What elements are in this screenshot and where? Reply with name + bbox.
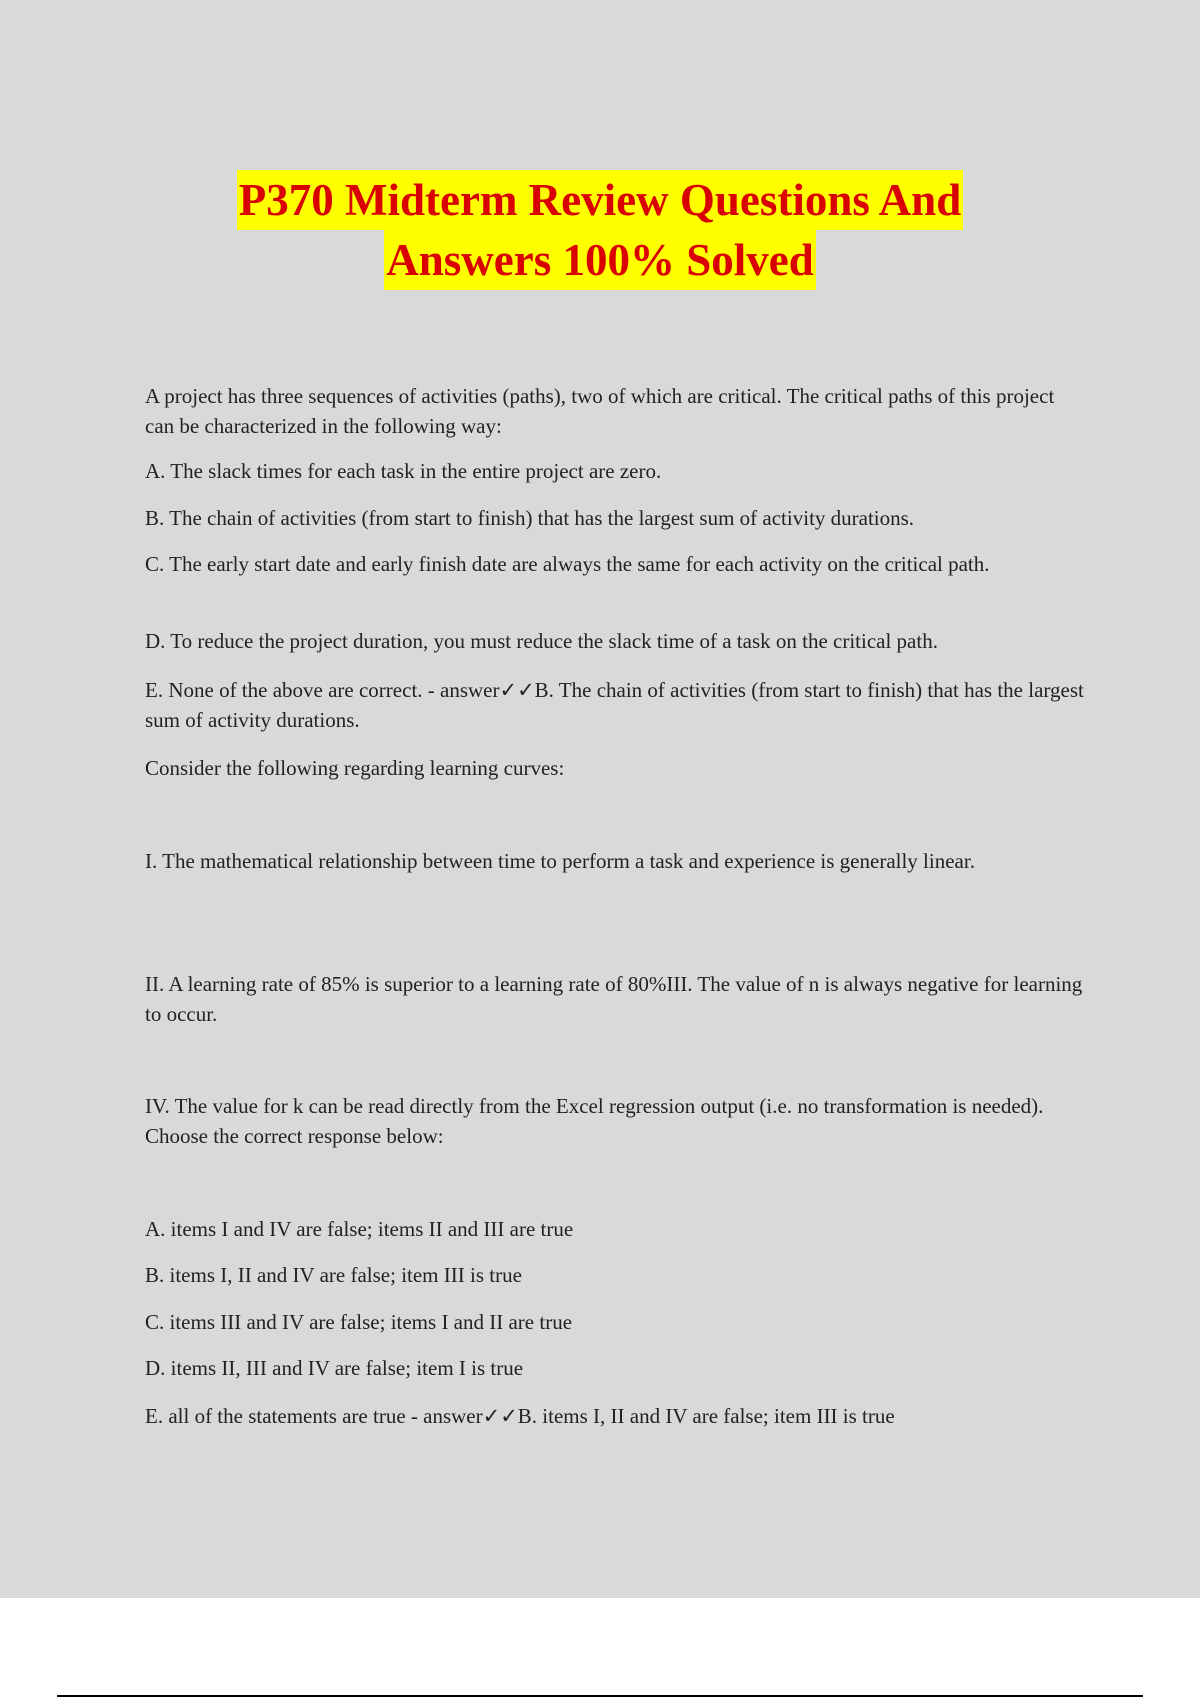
question-2-item-i [145,846,1085,876]
question-2-item-ii-iii [145,969,1085,1029]
question-2-option-e-answer [145,1401,1085,1431]
option-text: D. To reduce the project duration, you must reduce the slack time of a task on the critical path. [145,629,938,653]
question-1-option-a [145,456,1085,486]
question-2-option-c [145,1307,1085,1337]
question-2-option-b [145,1260,1085,1290]
option-text: D. items II, III and IV are false; item I is true [145,1356,524,1380]
question-2-option-a [145,1214,1085,1244]
footer-divider [57,1695,1143,1697]
title-line-1: P370 Midterm Review Questions And [237,170,963,230]
question-1-option-e-answer [145,675,1085,735]
question-2-option-d [145,1353,1085,1383]
statement-text: I. The mathematical relationship between time to perform a task and experience is generally linear. [145,849,975,873]
question-1-option-c [145,549,1085,579]
option-text: B. The chain of activities (from start to finish) that has the largest sum of activity durations. [145,506,915,530]
statement-text: II. A learning rate of 85% is superior to a learning rate of 80%III. The value of n is always negative for learning to occur. [145,972,1083,1026]
question-1-stem [145,381,1085,441]
statement-text: IV. The value for k can be read directly from the Excel regression output (i.e. no transformation is needed). Choose the correct response below: [145,1094,1044,1148]
question-2-intro [145,753,1085,783]
option-text: E. all of the statements are true - answer✓✓B. items I, II and IV are false; item III is true [145,1404,895,1428]
option-text: C. The early start date and early finish date are always the same for each activity on the critical path. [145,552,990,576]
option-text: E. None of the above are correct. - answer✓✓B. The chain of activities (from start to finish) that has the largest sum of activity durations. [145,678,1084,732]
title-line-2: Answers 100% Solved [384,230,816,290]
question-1-option-b [145,503,1085,533]
question-intro: Consider the following regarding learning curves: [145,756,565,780]
question-2-item-iv [145,1091,1085,1151]
document-title [0,170,1200,290]
option-text: A. The slack times for each task in the entire project are zero. [145,459,662,483]
option-text: B. items I, II and IV are false; item III is true [145,1263,522,1287]
question-stem: A project has three sequences of activities (paths), two of which are critical. The critical paths of this project can be characterized in the following way: [145,384,1055,438]
question-1-option-d [145,626,1085,656]
option-text: A. items I and IV are false; items II and III are true [145,1217,574,1241]
option-text: C. items III and IV are false; items I and II are true [145,1310,573,1334]
